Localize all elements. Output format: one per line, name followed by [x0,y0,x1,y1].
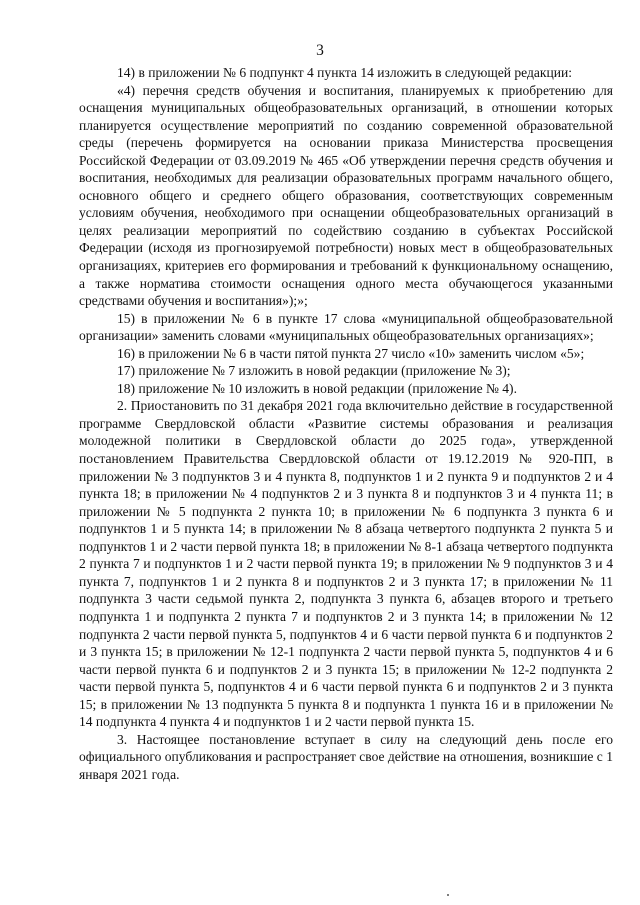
paragraph-item-15: 15) в приложении № 6 в пункте 17 слова «муниципальной общеобразовательной организации» заменить словами «муниципальных общеобразовательных организациях»; [79,310,613,344]
paragraph-section-3: 3. Настоящее постановление вступает в силу на следующий день после его официального опубликования и распространяет свое действие на отношения, возникшие с 1 января 2021 года. [79,731,613,782]
paragraph-item-14-text: «4) перечня средств обучения и воспитания, планируемых к приобретению для оснащения муниципальных общеобразовательных организаций, в отношении которых планируется осуществление мероприятий по созданию современной образовательной среды (перечень формируется на основании приказа Министерства просвещения Российской Федерации от 03.09.2019 № 465 «Об утверждении перечня средств обучения и воспитания, необходимых для реализации образовательных программ начального общего, основного общего и среднего общего образования, соответствующих современным условиям обучения, необходимого при оснащении общеобразовательных организаций в целях реализации мероприятий по содействию созданию в субъектах Российской Федерации (исходя из прогнозируемой потребности) новых мест в общеобразовательных организациях, критериев его формирования и требований к функциональному оснащению, а также норматива стоимости оснащения одного места обучающегося указанными средствами обучения и воспитания»);»; [79,82,613,309]
paragraph-section-2: 2. Приостановить по 31 декабря 2021 года включительно действие в государственной программе Свердловской области «Развитие системы образования и реализация молодежной политики в Свердловской области до 2025 года», утвержденной постановлением Правительства Свердловской области от 19.12.2019 № 920-ПП, в приложении № 3 подпунктов 3 и 4 пункта 8, подпунктов 1 и 2 пункта 9 и подпунктов 2 и 4 пункта 18; в приложении № 4 подпунктов 2 и 3 пункта 8 и подпунктов 3 и 4 пункта 11; в приложении № 5 подпункта 2 пункта 10; в приложении № 6 подпункта 3 пункта 6 и подпунктов 1 и 5 пункта 14; в приложении № 8 абзаца четвертого подпункта 2 пункта 5 и подпунктов 1 и 2 части первой пункта 18; в приложении № 8-1 абзаца четвертого подпункта 2 пункта 7 и подпунктов 1 и 2 части первой пункта 19; в приложении № 9 подпунктов 3 и 4 пункта 7, подпунктов 1 и 2 пункта 8 и подпунктов 2 и 3 пункта 17; в приложении № 11 подпункта 3 части седьмой пункта 2, подпункта 3 пункта 6, абзацев второго и третьего подпункта 1 и подпункта 2 пункта 7 и подпунктов 2 и 3 пункта 14; в приложении № 12 подпункта 2 части первой пункта 5, подпунктов 4 и 6 части первой пункта 6 и подпунктов 2 и 3 пункта 15; в приложении № 12-1 подпункта 2 части первой пункта 5, подпунктов 4 и 6 части первой пункта 6 и подпунктов 2 и 3 пункта 15; в приложении № 12-2 подпункта 2 части первой пункта 5, подпунктов 4 и 6 части первой пункта 6 и подпунктов 2 и 3 пункта 15; в приложении № 13 подпункта 5 пункта 8 и подпункта 1 пункта 16 и в приложении № 14 подпункта 4 пункта 4 и подпунктов 1 и 2 части первой пункта 15. [79,398,613,730]
paragraph-item-16: 16) в приложении № 6 в части пятой пункта 27 число «10» заменить числом «5»; [117,345,585,361]
paragraph-item-18: 18) приложение № 10 изложить в новой редакции (приложение № 4). [117,380,517,396]
page-number: 3 [316,42,324,59]
paragraph-item-17: 17) приложение № 7 изложить в новой редакции (приложение № 3); [117,363,511,379]
document-body [79,64,613,783]
paragraph-item-14: 14) в приложении № 6 подпункт 4 пункта 14 изложить в следующей редакции: [117,65,573,80]
scan-speck [447,894,449,896]
